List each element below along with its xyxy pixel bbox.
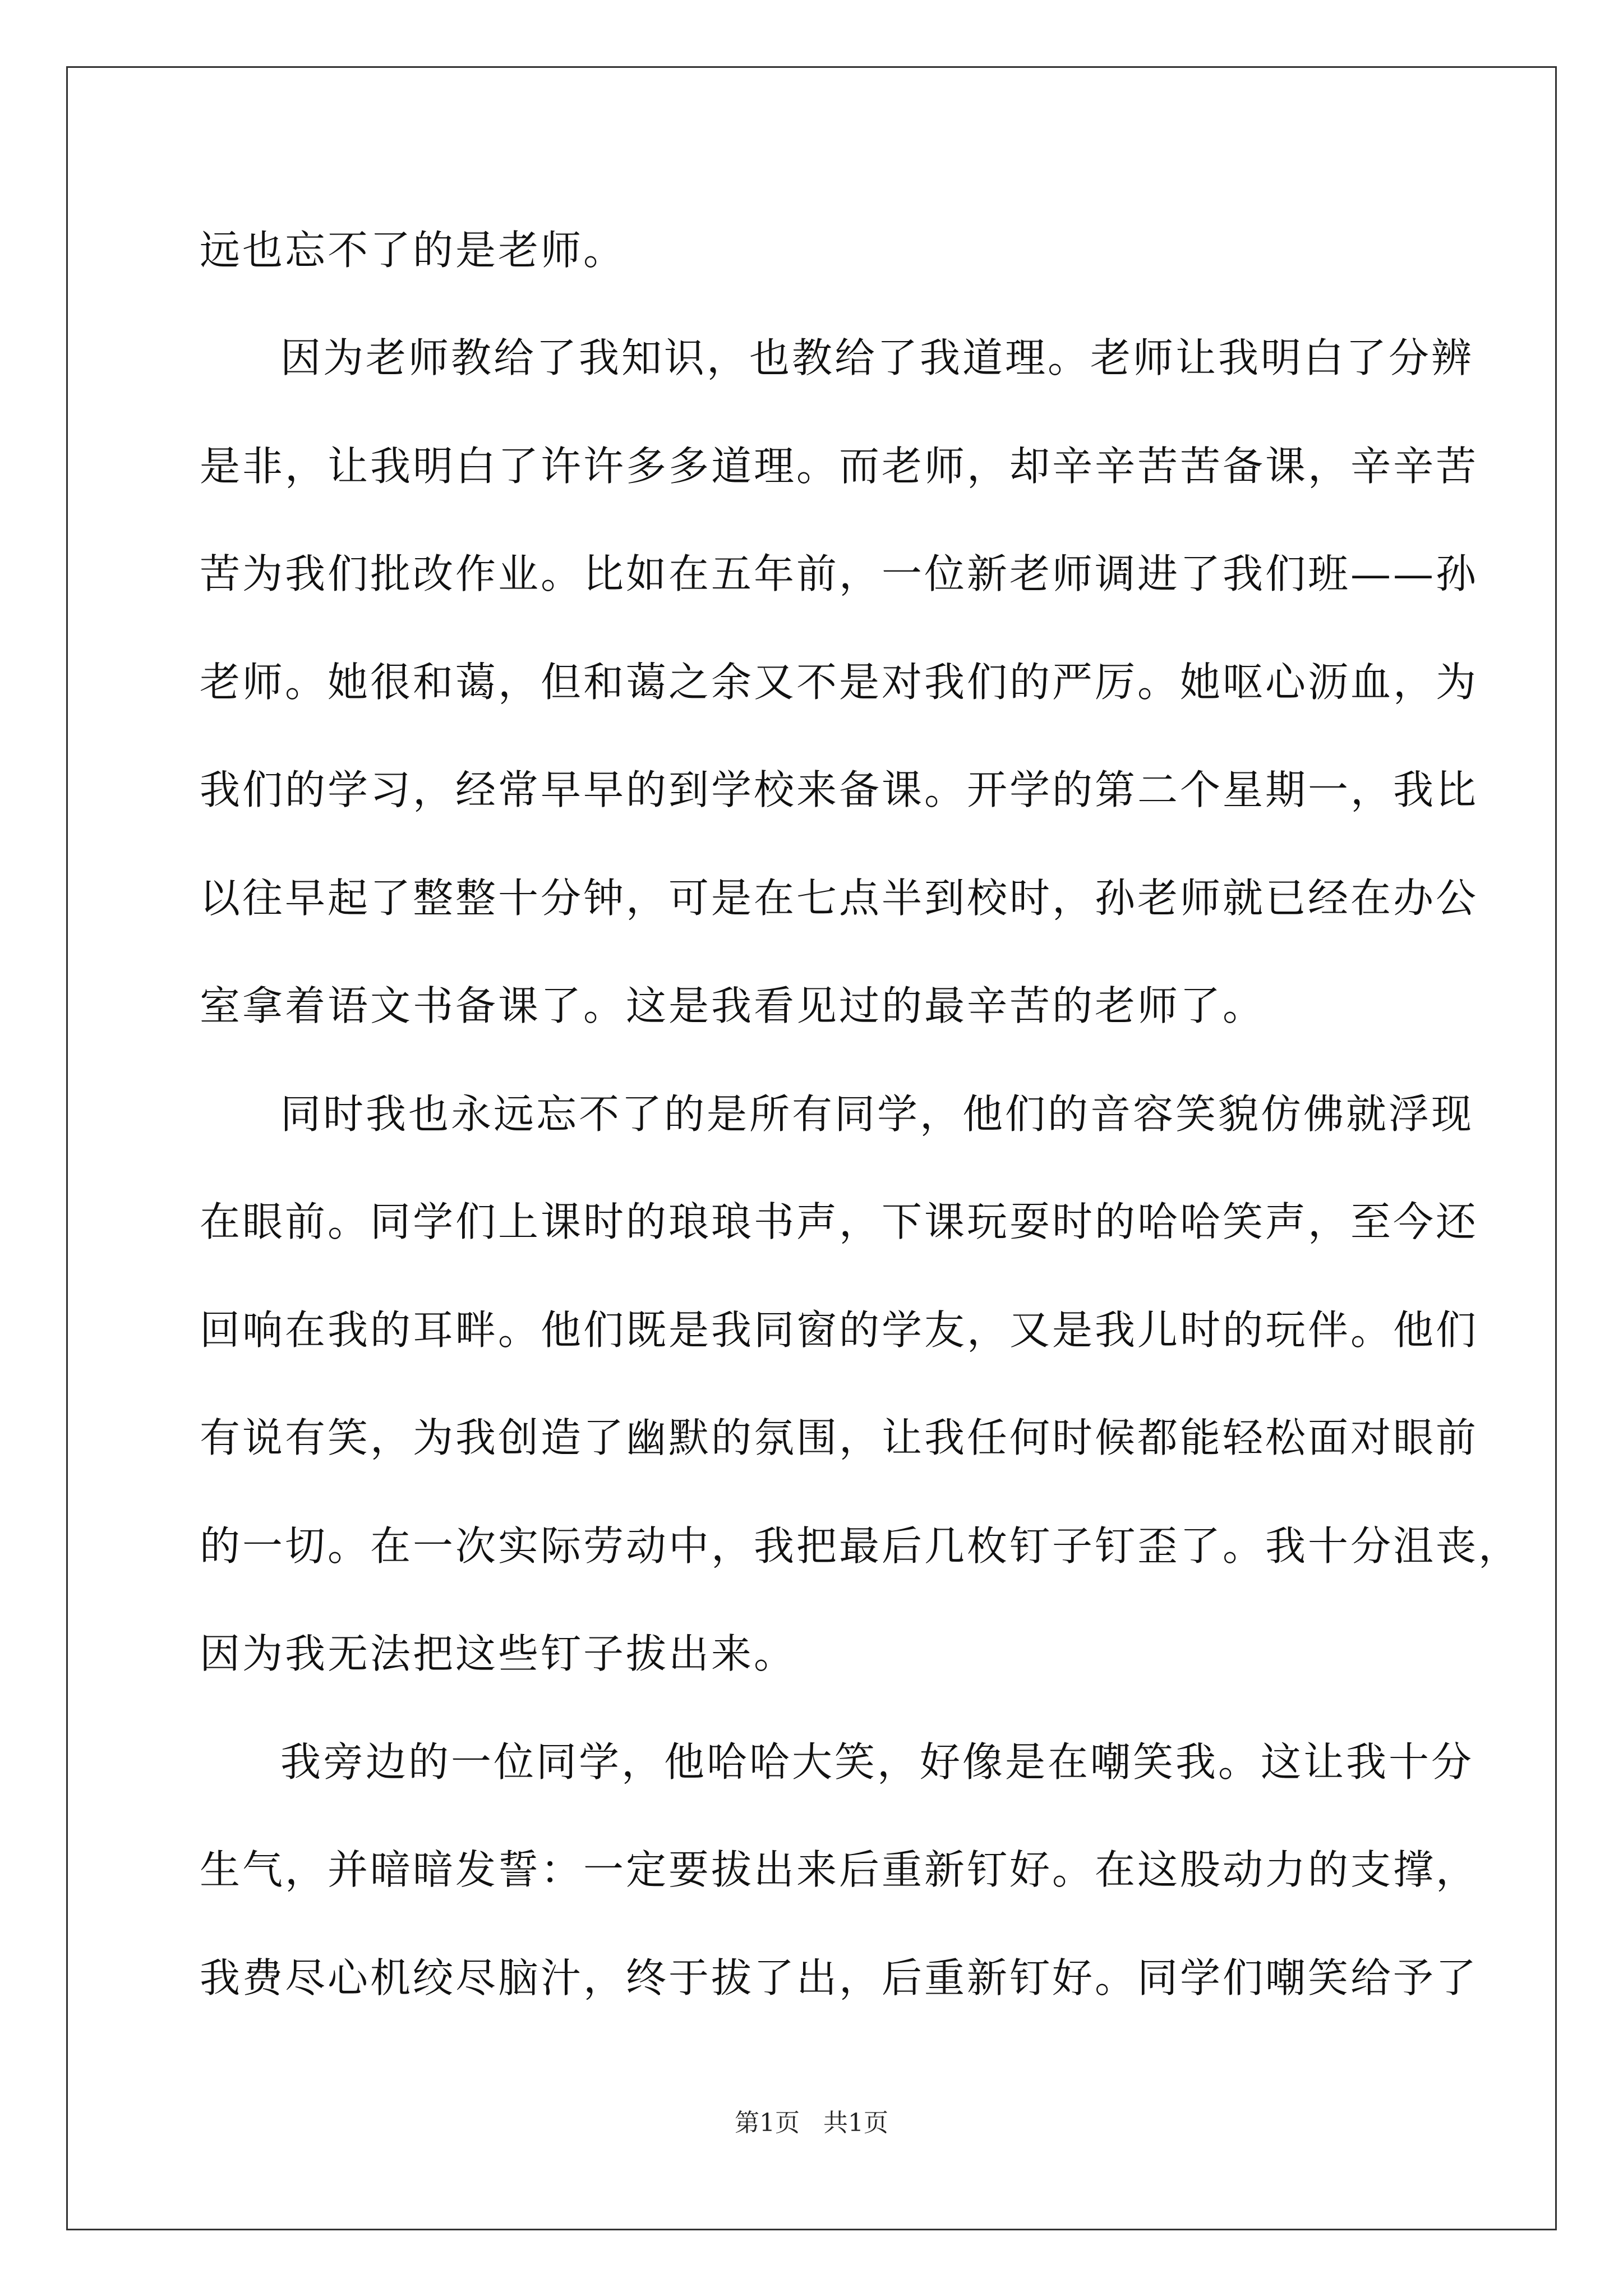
text-line: 因为老师教给了我知识，也教给了我道理。老师让我明白了分辨 xyxy=(280,334,1474,381)
text-line: 远也忘不了的是老师。 xyxy=(200,227,626,274)
text-line: 同时我也永远忘不了的是所有同学，他们的音容笑貌仿佛就浮现 xyxy=(280,1091,1474,1138)
text-line: 苦为我们批改作业。比如在五年前，一位新老师调进了我们班——孙 xyxy=(200,550,1479,597)
text-line: 因为我无法把这些钉子拔出来。 xyxy=(200,1630,797,1677)
text-line: 我旁边的一位同学，他哈哈大笑，好像是在嘲笑我。这让我十分 xyxy=(280,1738,1474,1786)
text-line: 我费尽心机绞尽脑汁，终于拔了出，后重新钉好。同学们嘲笑给予了 xyxy=(200,1954,1479,2001)
page-border xyxy=(66,66,1557,2230)
text-line: 是非，让我明白了许许多多道理。而老师，却辛辛苦苦备课，辛辛苦 xyxy=(200,443,1479,490)
text-line: 在眼前。同学们上课时的琅琅书声，下课玩耍时的哈哈笑声，至今还 xyxy=(200,1198,1479,1245)
text-line: 老师。她很和蔼，但和蔼之余又不是对我们的严厉。她呕心沥血，为 xyxy=(200,659,1479,706)
text-line: 有说有笑，为我创造了幽默的氛围，让我任何时候都能轻松面对眼前 xyxy=(200,1414,1479,1461)
text-line: 我们的学习，经常早早的到学校来备课。开学的第二个星期一，我比 xyxy=(200,766,1479,813)
text-line: 室拿着语文书备课了。这是我看见过的最辛苦的老师了。 xyxy=(200,982,1266,1029)
text-line: 回响在我的耳畔。他们既是我同窗的学友，又是我儿时的玩伴。他们 xyxy=(200,1306,1479,1354)
text-line: 的一切。在一次实际劳动中，我把最后几枚钉子钉歪了。我十分沮丧， xyxy=(200,1522,1521,1570)
text-line: 以往早起了整整十分钟，可是在七点半到校时，孙老师就已经在办公 xyxy=(200,875,1479,922)
text-line: 生气，并暗暗发誓：一定要拔出来后重新钉好。在这股动力的支撑， xyxy=(200,1846,1479,1893)
page-number: 第1页 共1页 xyxy=(735,2109,888,2137)
